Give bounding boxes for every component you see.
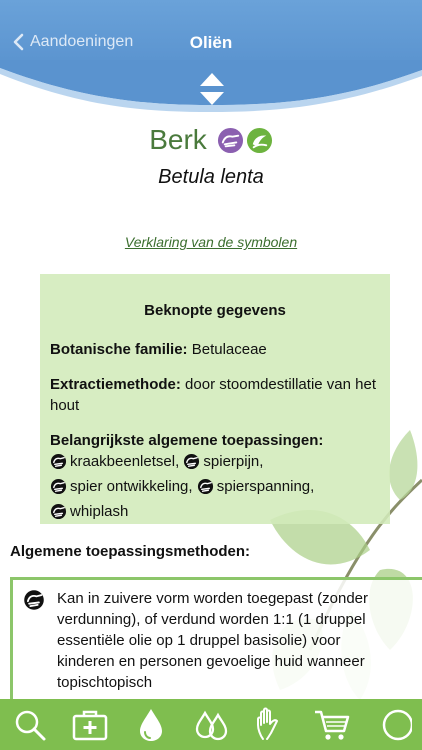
topical-hand-icon xyxy=(183,453,200,470)
topical-hand-icon xyxy=(197,478,214,495)
tab-applications[interactable] xyxy=(241,699,301,750)
plant-name: Berk xyxy=(149,124,207,155)
aromatic-symbol-icon[interactable] xyxy=(246,127,273,154)
extraction-method-row xyxy=(50,374,380,416)
tab-blends[interactable] xyxy=(181,699,241,750)
plant-heading xyxy=(0,124,422,156)
botanical-family-row xyxy=(50,339,380,360)
application-link[interactable]: whiplash xyxy=(50,501,128,522)
summary-title: Beknopte gegevens xyxy=(144,302,286,319)
applications-row xyxy=(50,430,380,526)
family-value: Betulaceae xyxy=(191,341,267,358)
summary-box xyxy=(40,274,390,524)
extraction-value: door stoomdestillatie van het hout xyxy=(50,376,376,414)
topical-symbol-icon[interactable] xyxy=(217,127,244,154)
back-button-label: Aandoeningen xyxy=(30,33,134,50)
hand-icon xyxy=(251,705,291,745)
tab-oils[interactable] xyxy=(121,699,181,750)
tab-first-aid[interactable] xyxy=(60,699,120,750)
first-aid-kit-icon xyxy=(70,705,110,745)
latin-name: Betula lenta xyxy=(158,166,264,188)
bottom-tab-bar xyxy=(0,699,422,750)
applications-label: Belangrijkste algemene toepassingen: xyxy=(50,432,324,449)
application-link[interactable]: spier ontwikkeling, xyxy=(50,476,193,497)
family-label: Botanische familie: xyxy=(50,341,188,358)
topical-hand-icon xyxy=(50,503,67,520)
up-down-arrows-icon[interactable] xyxy=(198,72,226,106)
tab-search[interactable] xyxy=(0,699,60,750)
search-icon xyxy=(10,705,50,745)
topical-hand-icon xyxy=(50,478,67,495)
navigation-bar xyxy=(0,0,422,68)
method-text: Kan in zuivere vorm worden toegepast (zonder verdunning), of verdund worden 1:1 (1 druppel essentiële olie op 1 druppel basisolie) voor kinderen en personen gevoelige huid wanneer topischtopisch xyxy=(57,590,369,691)
tab-shop[interactable] xyxy=(301,699,361,750)
more-icon xyxy=(372,705,412,745)
application-link[interactable]: spierspanning, xyxy=(197,476,315,497)
tab-more[interactable] xyxy=(362,699,422,750)
method-item xyxy=(10,577,422,707)
extraction-label: Extractiemethode: xyxy=(50,376,181,393)
blends-drops-icon xyxy=(191,705,231,745)
topical-hand-icon xyxy=(23,589,45,611)
application-link[interactable]: spierpijn, xyxy=(183,451,263,472)
page-title: Oliën xyxy=(189,33,233,52)
topical-hand-icon xyxy=(50,453,67,470)
application-link[interactable]: kraakbeenletsel, xyxy=(50,451,179,472)
drop-icon xyxy=(131,705,171,745)
methods-section-title: Algemene toepassingsmethoden: xyxy=(10,543,251,560)
symbols-legend-link[interactable]: Verklaring van de symbolen xyxy=(124,234,298,250)
shopping-cart-icon xyxy=(312,705,352,745)
